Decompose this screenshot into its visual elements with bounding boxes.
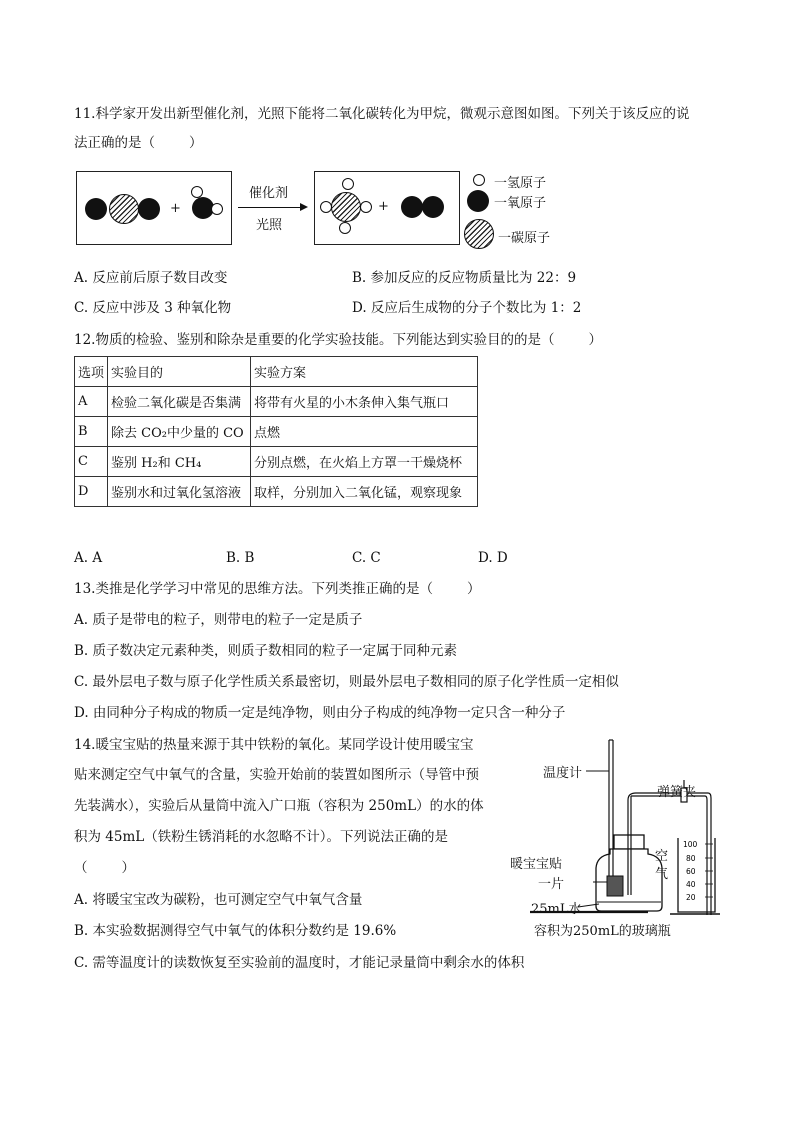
water-label: 25mL水 <box>531 902 582 917</box>
legend-carbon-label: 一碳原子 <box>498 231 551 246</box>
q11-stem-line2 <box>74 133 203 153</box>
q13-stem-text: 13.类推是化学学习中常见的思维方法。下列类推正确的是（ <box>74 581 433 597</box>
cell-purpose: 除去 CO₂中少量的 CO <box>108 417 251 447</box>
q14-stem-line2: 贴来测定空气中氧气的含量，实验开始前的装置如图所示（导管中预 <box>74 767 479 783</box>
q12-stem-text: 12.物质的检验、鉴别和除杂是重要的化学实验技能。下列能达到实验目的的是（ <box>74 332 555 348</box>
q11-stem-text: 法正确的是（ <box>74 135 155 151</box>
cell-purpose: 鉴别水和过氧化氢溶液 <box>108 477 251 507</box>
cylinder-tick-label: 100 <box>683 840 698 849</box>
table-row <box>75 387 478 417</box>
q14-paren-close: ） <box>121 860 135 876</box>
reaction-arrow <box>238 207 302 208</box>
hydrogen-atom <box>360 201 372 213</box>
light-condition-label: 光照 <box>256 218 283 233</box>
q11-option-a[interactable]: A. 反应前后原子数目改变 <box>74 270 228 286</box>
header-purpose: 实验目的 <box>108 357 251 387</box>
cell-option: C <box>75 447 108 477</box>
heat-pad <box>607 876 623 896</box>
q11-option-b[interactable]: B. 参加反应的反应物质量比为 22：9 <box>352 270 577 286</box>
q11-stem-line1: 11.科学家开发出新型催化剂，光照下能将二氧化碳转化为甲烷，微观示意图如图。下列关于该反应的说 <box>74 106 690 122</box>
q12-stem <box>74 330 602 350</box>
legend-hydrogen-label: 一氢原子 <box>494 176 547 191</box>
thermometer-label: 温度计 <box>543 766 583 781</box>
legend-carbon-icon <box>464 219 494 249</box>
arrow-head-icon <box>300 203 308 211</box>
q14-option-a[interactable]: A. 将暖宝宝改为碳粉，也可测定空气中氧气含量 <box>74 892 363 908</box>
pad-label-line1: 暖宝宝贴 <box>510 857 563 872</box>
q11-option-c[interactable]: C. 反应中涉及 3 种氧化物 <box>74 300 232 316</box>
q14-option-b[interactable]: B. 本实验数据测得空气中氧气的体积分数约是 19.6% <box>74 923 397 939</box>
q14-stem-line1: 14.暖宝宝贴的热量来源于其中铁粉的氧化。某同学设计使用暖宝宝 <box>74 737 474 753</box>
cylinder-tick-label: 40 <box>686 880 696 889</box>
table-row <box>75 417 478 447</box>
cylinder-tick-label: 80 <box>686 854 696 863</box>
plus-sign: + <box>170 201 181 216</box>
q11-stem-close: ） <box>189 135 203 151</box>
q14-stem-line4: 积为 45mL（铁粉生锈消耗的水忽略不计）。下列说法正确的是 <box>74 829 448 845</box>
q13-option-b[interactable]: B. 质子数决定元素种类，则质子数相同的粒子一定属于同种元素 <box>74 643 458 659</box>
bottle-stopper <box>614 835 644 849</box>
q12-option-c[interactable]: C. C <box>352 550 381 566</box>
reactants-box <box>76 171 232 245</box>
cell-plan: 点燃 <box>251 417 478 447</box>
q14-answer-paren <box>74 858 135 878</box>
clamp-label: 弹簧夹 <box>657 785 697 800</box>
table-header-row <box>75 357 478 387</box>
cell-option: A <box>75 387 108 417</box>
hydrogen-atom <box>339 222 351 234</box>
q13-option-d[interactable]: D. 由同种分子构成的物质一定是纯净物，则由分子构成的纯净物一定只含一种分子 <box>74 705 566 721</box>
oxygen-atom <box>422 196 444 218</box>
hydrogen-atom <box>342 178 354 190</box>
legend-oxygen-label: 一氧原子 <box>494 196 547 211</box>
cell-purpose: 鉴别 H₂和 CH₄ <box>108 447 251 477</box>
cell-plan: 将带有火星的小木条伸入集气瓶口 <box>251 387 478 417</box>
plus-sign: + <box>378 199 389 214</box>
q12-stem-close: ） <box>588 332 602 348</box>
graduated-cylinder <box>678 838 715 912</box>
q13-option-c[interactable]: C. 最外层电子数与原子化学性质关系最密切，则最外层电子数相同的原子化学性质一定相似 <box>74 674 619 690</box>
q11-option-d[interactable]: D. 反应后生成物的分子个数比为 1：2 <box>352 300 582 316</box>
carbon-atom <box>109 194 139 224</box>
cell-plan: 分别点燃，在火焰上方罩一干燥烧杯 <box>251 447 478 477</box>
oxygen-atom <box>85 198 107 220</box>
table-row <box>75 477 478 507</box>
oxygen-atom <box>401 196 423 218</box>
q14-stem-line3: 先装满水），实验后从量筒中流入广口瓶（容积为 250mL）的水的体 <box>74 798 484 814</box>
table-row <box>75 447 478 477</box>
q13-stem <box>74 579 480 599</box>
cylinder-tick-label: 60 <box>686 867 696 876</box>
cell-purpose: 检验二氧化碳是否集满 <box>108 387 251 417</box>
q12-experiment-table <box>74 356 478 507</box>
q12-option-d[interactable]: D. D <box>478 550 508 566</box>
cell-plan: 取样，分别加入二氧化锰，观察现象 <box>251 477 478 507</box>
air-label-1: 空 <box>655 849 669 864</box>
products-box <box>314 171 460 245</box>
oxygen-atom <box>138 198 160 220</box>
q13-option-a[interactable]: A. 质子是带电的粒子，则带电的粒子一定是质子 <box>74 612 363 628</box>
q14-option-c[interactable]: C. 需等温度计的读数恢复至实验前的温度时，才能记录量筒中剩余水的体积 <box>74 955 525 971</box>
header-plan: 实验方案 <box>251 357 478 387</box>
q12-option-a[interactable]: A. A <box>74 550 103 566</box>
hydrogen-atom <box>211 203 223 215</box>
catalyst-label: 催化剂 <box>249 186 289 201</box>
legend-hydrogen-icon <box>473 174 485 186</box>
q12-option-b[interactable]: B. B <box>226 550 255 566</box>
q14-paren-open: （ <box>74 860 88 876</box>
bottle-label: 容积为250mL的玻璃瓶 <box>534 924 671 939</box>
cell-option: B <box>75 417 108 447</box>
cell-option: D <box>75 477 108 507</box>
legend-oxygen-icon <box>467 190 489 212</box>
q13-stem-close: ） <box>466 581 481 597</box>
cylinder-tick-label: 20 <box>686 893 696 902</box>
carbon-atom <box>331 192 361 222</box>
header-option: 选项 <box>75 357 108 387</box>
pad-label-line2: 一片 <box>538 877 565 892</box>
air-label-2: 气 <box>655 867 669 882</box>
